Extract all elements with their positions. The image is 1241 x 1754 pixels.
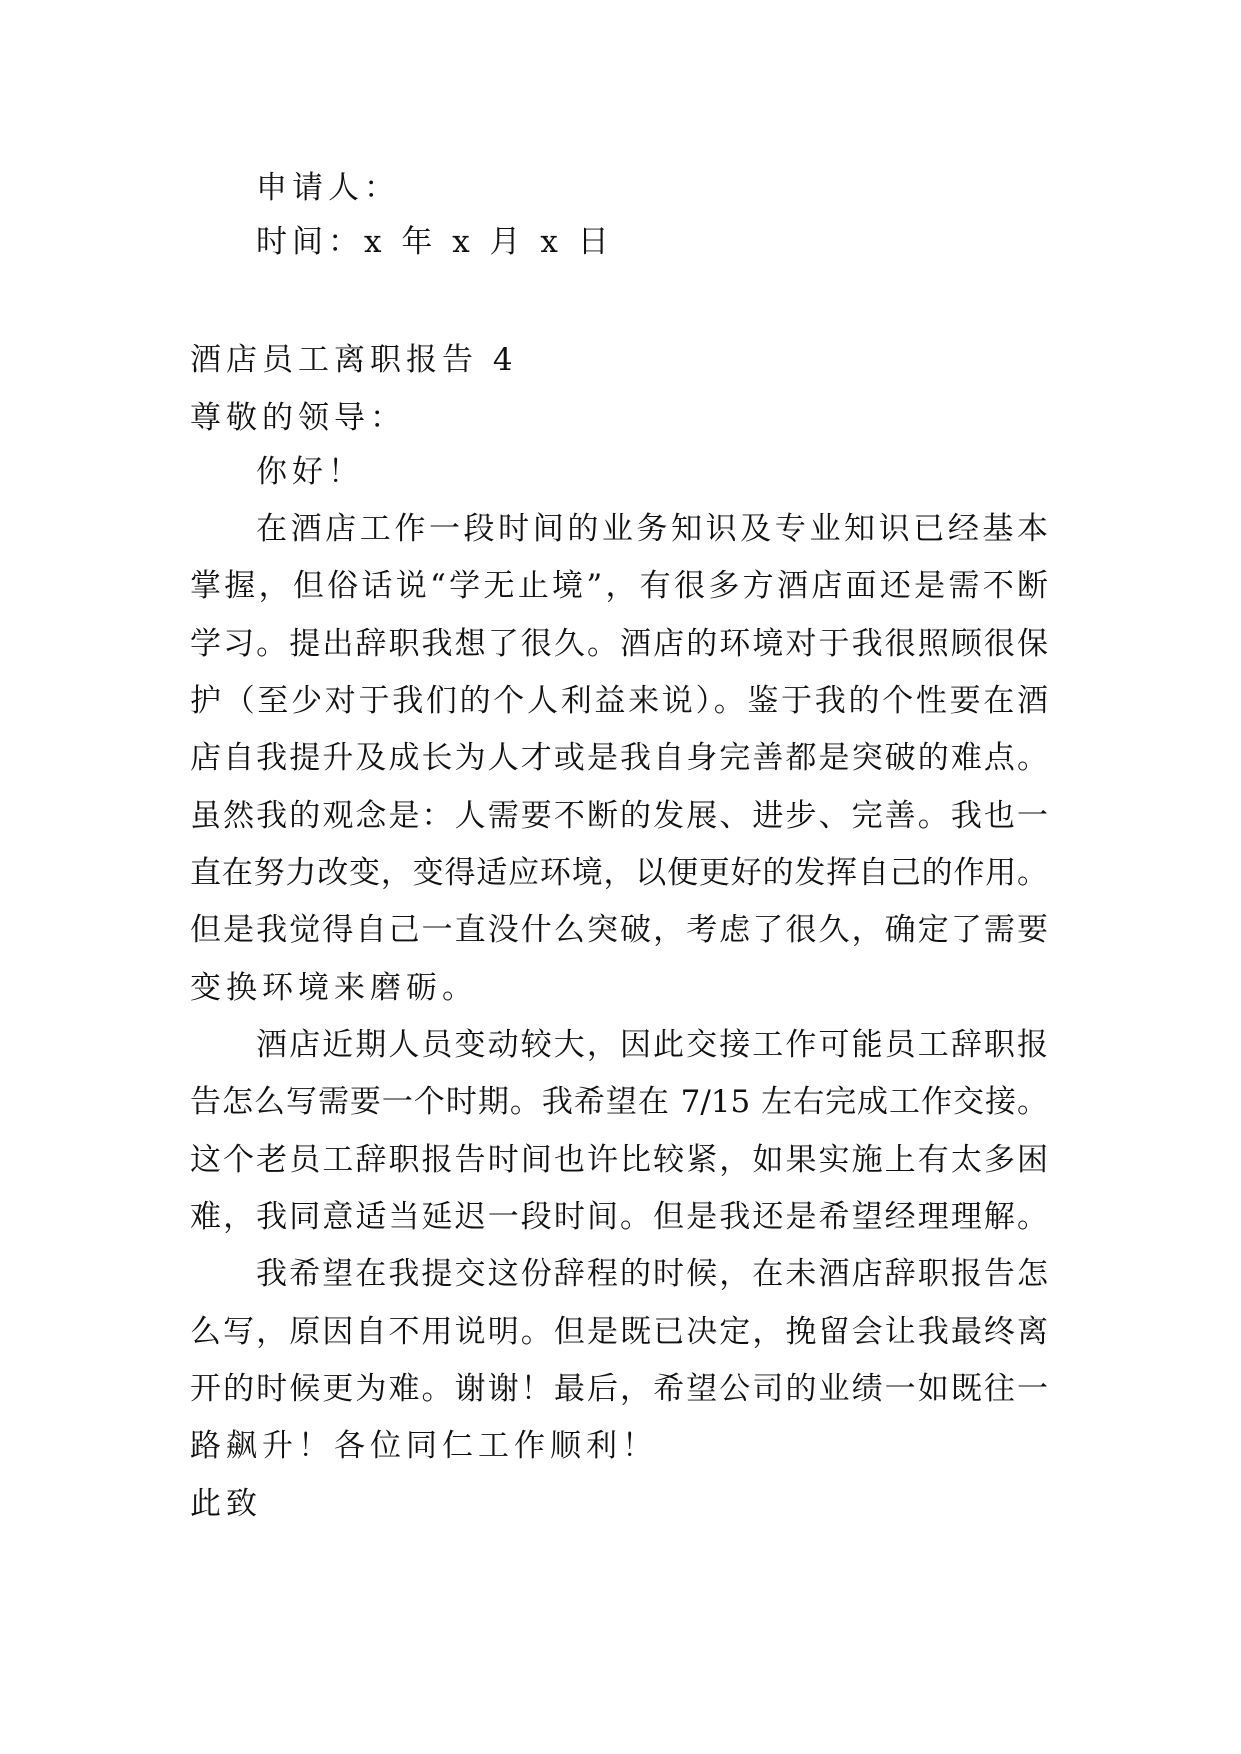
paragraph-3-line-2: 么写，原因自不用说明。但是既已决定，挽留会让我最终离 <box>190 1314 1048 1350</box>
paragraph-2-line-2: 告怎么写需要一个时期。我希望在 7/15 左右完成工作交接。 <box>190 1084 1048 1120</box>
paragraph-1-line-2: 掌握，但俗话说“学无止境”，有很多方酒店面还是需不断 <box>190 568 1048 604</box>
paragraph-1-line-4: 护（至少对于我们的个人利益来说）。鉴于我的个性要在酒 <box>190 683 1048 719</box>
report-title: 酒店员工离职报告 4 <box>190 342 518 378</box>
applicant-label: 申请人： <box>256 170 400 206</box>
paragraph-3-line-3: 开的时候更为难。谢谢！最后，希望公司的业绩一如既往一 <box>190 1371 1048 1407</box>
paragraph-1-line-3: 学习。提出辞职我想了很久。酒店的环境对于我很照顾很保 <box>190 626 1048 662</box>
paragraph-1-line-9: 变换环境来磨砺。 <box>190 970 478 1006</box>
paragraph-2-line-4: 难，我同意适当延迟一段时间。但是我还是希望经理理解。 <box>190 1199 1048 1235</box>
paragraph-1-line-5: 店自我提升及成长为人才或是我自身完善都是突破的难点。 <box>190 740 1048 776</box>
paragraph-1-line-1: 在酒店工作一段时间的业务知识及专业知识已经基本 <box>256 511 1048 547</box>
paragraph-1-line-7: 直在努力改变，变得适应环境，以便更好的发挥自己的作用。 <box>190 855 1048 891</box>
paragraph-1-line-6: 虽然我的观念是：人需要不断的发展、进步、完善。我也一 <box>190 798 1048 834</box>
paragraph-2-line-1: 酒店近期人员变动较大，因此交接工作可能员工辞职报 <box>256 1027 1048 1063</box>
paragraph-3-line-1: 我希望在我提交这份辞程的时候，在未酒店辞职报告怎 <box>256 1256 1048 1292</box>
date-line: 时间：x 年 x 月 x 日 <box>256 224 614 260</box>
salutation: 尊敬的领导： <box>190 400 406 436</box>
closing: 此致 <box>190 1486 262 1522</box>
greeting: 你好！ <box>256 454 364 490</box>
paragraph-3-line-4: 路飙升！各位同仁工作顺利！ <box>190 1428 658 1464</box>
paragraph-2-line-3: 这个老员工辞职报告时间也许比较紧，如果实施上有太多困 <box>190 1142 1048 1178</box>
paragraph-1-line-8: 但是我觉得自己一直没什么突破，考虑了很久，确定了需要 <box>190 912 1048 948</box>
